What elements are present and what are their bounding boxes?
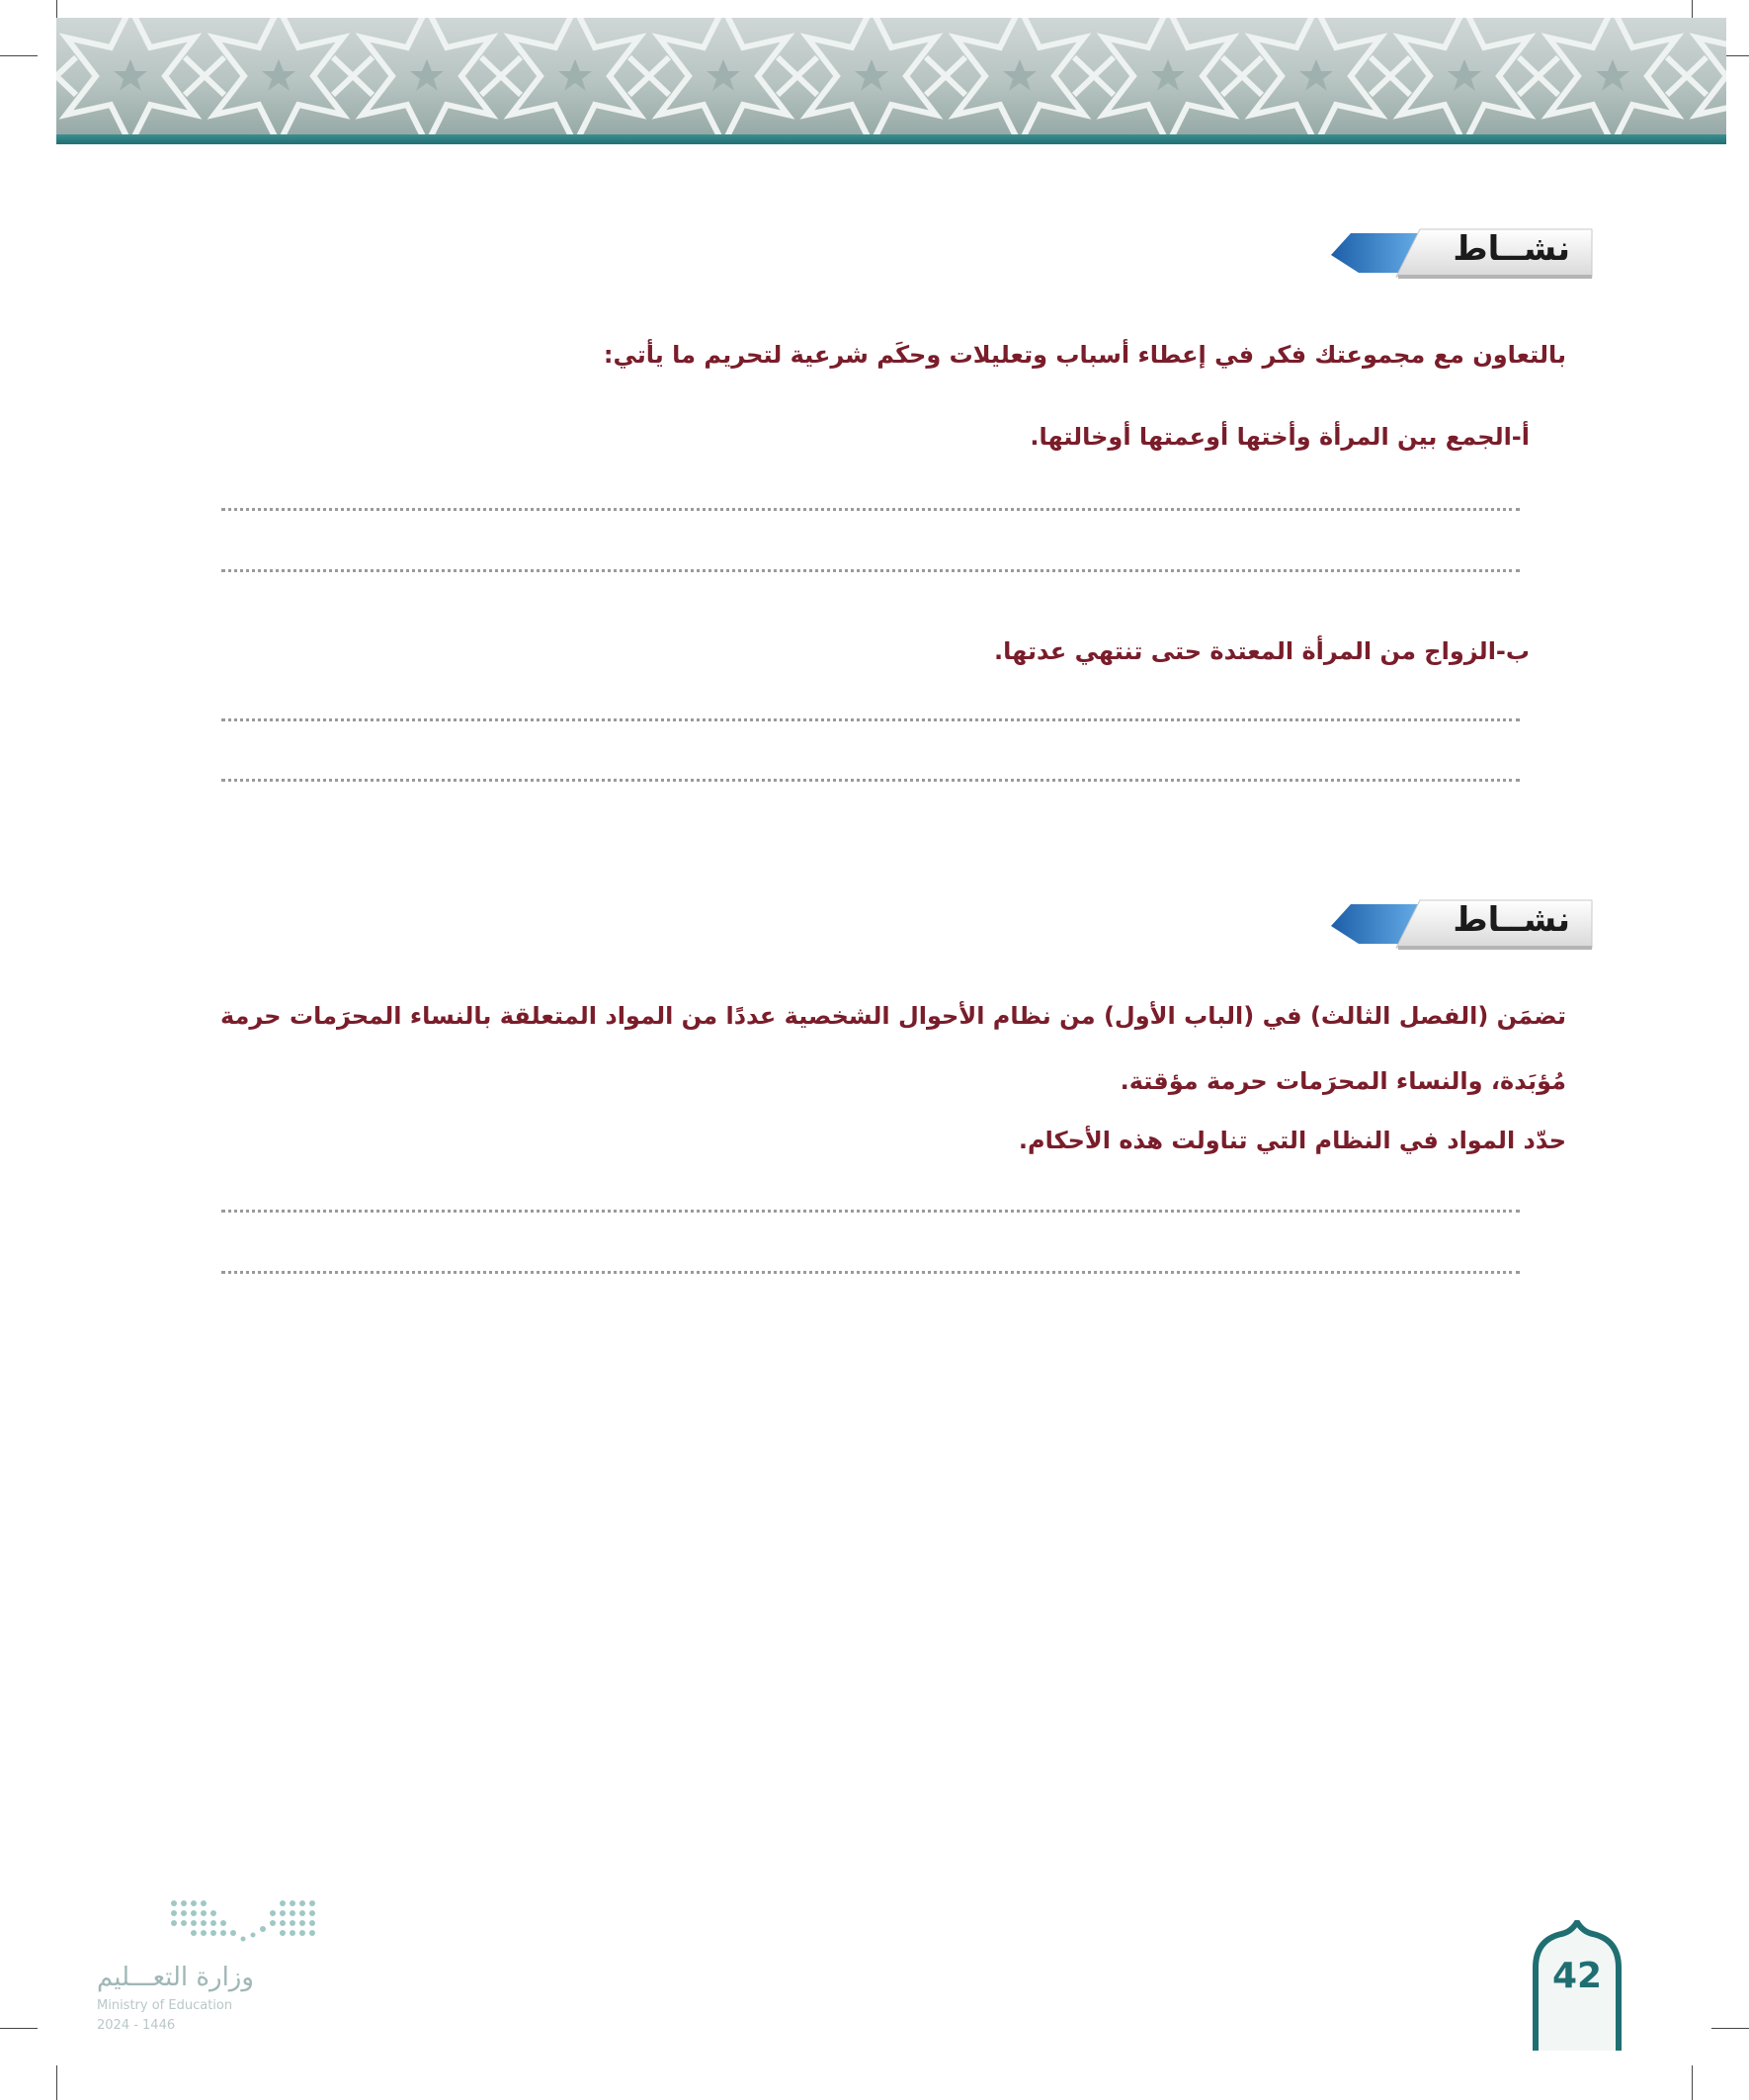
edition-year: 2024 - 1446	[97, 2018, 176, 2033]
activity-label: نشــاط	[1453, 900, 1570, 940]
header-teal-rule	[56, 134, 1726, 144]
activity-item-a: أ-الجمع بين المرأة وأختها أوعمتها أوخالتها.	[1030, 423, 1530, 451]
page-number: 42	[1551, 1956, 1603, 1996]
islamic-geometric-pattern-icon	[56, 18, 1726, 134]
crop-mark	[0, 55, 38, 56]
answer-line[interactable]	[221, 779, 1520, 782]
activity-item-b: ب-الزواج من المرأة المعتدة حتى تنتهي عدتها.	[994, 637, 1530, 665]
answer-line[interactable]	[221, 1271, 1520, 1274]
ministry-name-english: Ministry of Education	[97, 1998, 233, 2013]
answer-line[interactable]	[221, 508, 1520, 511]
crop-mark	[1711, 2028, 1749, 2029]
activity-question: حدّد المواد في النظام التي تناولت هذه الأحكام.	[1018, 1127, 1566, 1154]
ministry-logo	[97, 1895, 334, 2044]
crop-mark	[56, 2065, 57, 2100]
activity-heading-tab	[1329, 896, 1596, 952]
answer-line[interactable]	[221, 569, 1520, 572]
ministry-name-arabic: وزارة التعـــليم	[97, 1963, 254, 1992]
crop-mark	[1692, 2065, 1693, 2100]
activity-label: نشــاط	[1453, 229, 1570, 269]
answer-line[interactable]	[221, 718, 1520, 721]
answer-line[interactable]	[221, 1210, 1520, 1213]
ministry-dots-logo-icon	[168, 1895, 316, 1951]
page-number-tab	[1532, 1920, 1623, 2051]
activity-text-line: تضمَن (الفصل الثالث) في (الباب الأول) من نظام الأحوال الشخصية عددًا من المواد المتعلقة بالنساء المحرَمات حرمة	[219, 1002, 1566, 1030]
activity-heading-tab	[1329, 225, 1596, 281]
activity-text-line: مُؤبَدة، والنساء المحرَمات حرمة مؤقتة.	[1120, 1067, 1566, 1095]
activity-intro: بالتعاون مع مجموعتك فكر في إعطاء أسباب وتعليلات وحكَم شرعية لتحريم ما يأتي:	[603, 341, 1566, 369]
header-pattern-band	[56, 18, 1726, 134]
crop-mark	[0, 2028, 38, 2029]
